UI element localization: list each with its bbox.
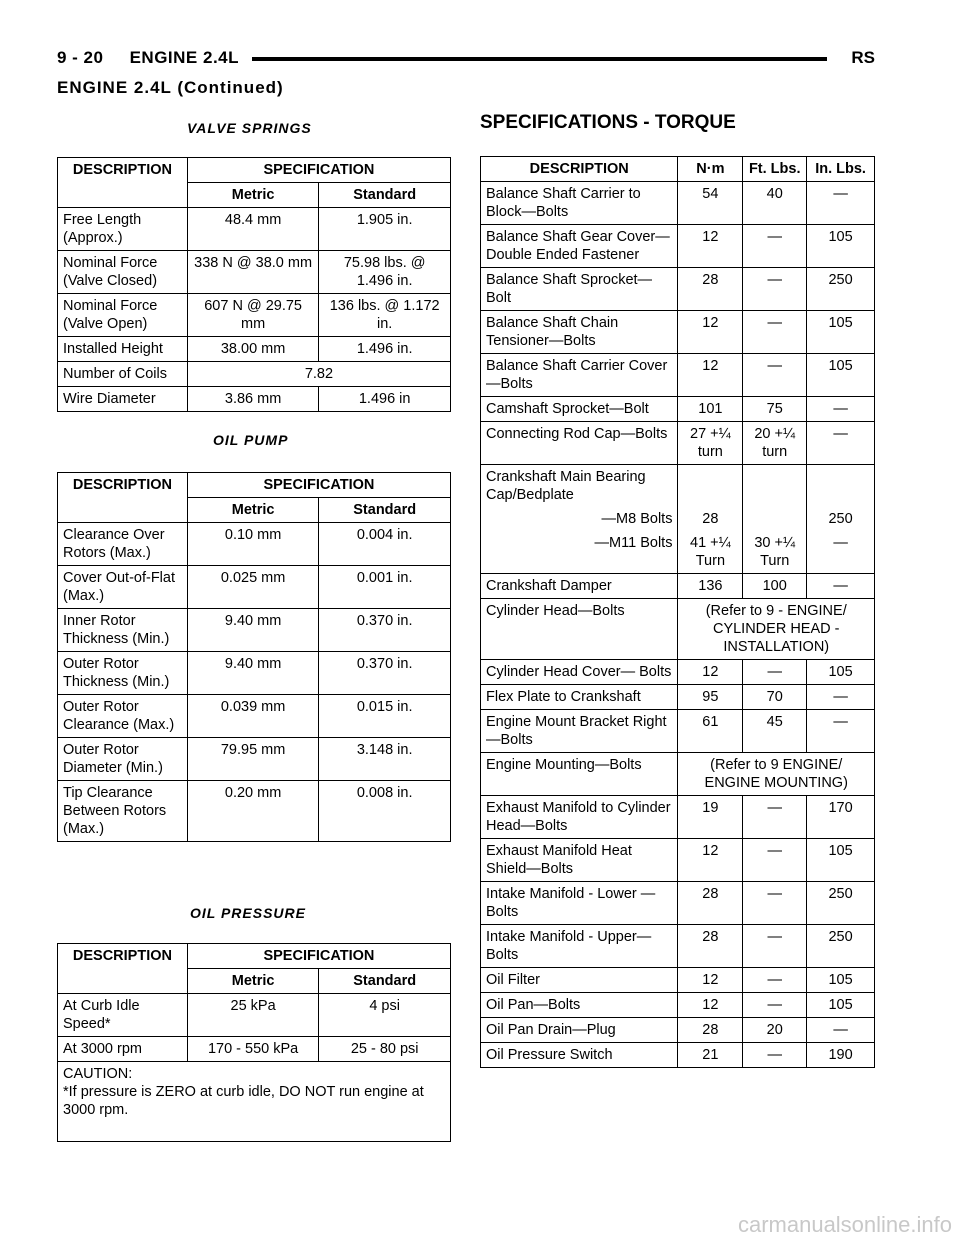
row-ft-lbs: — <box>743 925 807 968</box>
row-in-lbs: 105 <box>807 968 875 993</box>
row-nm: 21 <box>678 1043 743 1068</box>
table-row <box>481 507 875 531</box>
row-in-lbs: 250 <box>807 882 875 925</box>
row-description: Exhaust Manifold Heat Shield—Bolts <box>481 839 678 882</box>
row-nm: 28 <box>678 268 743 311</box>
row-ft-lbs: — <box>743 660 807 685</box>
row-standard: 0.001 in. <box>319 566 451 609</box>
row-in-lbs: 105 <box>807 839 875 882</box>
row-ft-lbs: — <box>743 354 807 397</box>
caution-row <box>58 1062 451 1142</box>
row-description: Nominal Force (Valve Closed) <box>58 251 188 294</box>
table-row <box>481 1043 875 1068</box>
row-nm: 27 +¼ turn <box>678 422 743 465</box>
valve-springs-table <box>57 157 451 412</box>
row-description: Cylinder Head—Bolts <box>481 599 678 660</box>
row-standard: 3.148 in. <box>319 738 451 781</box>
row-ft-lbs: 20 <box>743 1018 807 1043</box>
row-description: Outer Rotor Clearance (Max.) <box>58 695 188 738</box>
table-row <box>481 225 875 268</box>
row-nm <box>678 465 743 508</box>
table-row <box>481 993 875 1018</box>
row-in-lbs: 250 <box>807 268 875 311</box>
row-metric: 9.40 mm <box>187 609 318 652</box>
row-description: Nominal Force (Valve Open) <box>58 294 188 337</box>
row-description: At 3000 rpm <box>58 1037 188 1062</box>
row-nm: 12 <box>678 660 743 685</box>
row-description: Crankshaft Damper <box>481 574 678 599</box>
row-ft-lbs: — <box>743 268 807 311</box>
row-ft-lbs: 45 <box>743 710 807 753</box>
row-ft-lbs: — <box>743 311 807 354</box>
row-description: Balance Shaft Sprocket— Bolt <box>481 268 678 311</box>
row-ft-lbs: — <box>743 993 807 1018</box>
row-description: Oil Pressure Switch <box>481 1043 678 1068</box>
row-description: Engine Mount Bracket Right—Bolts <box>481 710 678 753</box>
table-row <box>58 251 451 294</box>
row-standard: 0.015 in. <box>319 695 451 738</box>
table-row <box>481 397 875 422</box>
row-metric: 170 - 550 kPa <box>187 1037 318 1062</box>
table-row <box>481 796 875 839</box>
row-ft-lbs: — <box>743 882 807 925</box>
table-row <box>481 968 875 993</box>
row-nm: 12 <box>678 968 743 993</box>
row-description: Balance Shaft Carrier Cover—Bolts <box>481 354 678 397</box>
row-nm: 136 <box>678 574 743 599</box>
row-description: Free Length (Approx.) <box>58 208 188 251</box>
table-header-row <box>58 473 451 498</box>
row-description: Clearance Over Rotors (Max.) <box>58 523 188 566</box>
table-header-row <box>58 944 451 969</box>
watermark: carmanualsonline.info <box>737 1212 952 1237</box>
row-nm: 28 <box>678 507 743 531</box>
row-nm: 54 <box>678 182 743 225</box>
row-ft-lbs: 75 <box>743 397 807 422</box>
row-metric: 0.025 mm <box>187 566 318 609</box>
row-in-lbs: 105 <box>807 354 875 397</box>
header-in-lbs: In. Lbs. <box>807 157 875 182</box>
row-metric: 25 kPa <box>187 994 318 1037</box>
row-nm: 12 <box>678 354 743 397</box>
row-reference: (Refer to 9 - ENGINE/ CYLINDER HEAD - INSTALLATION) <box>678 599 875 660</box>
row-description: Intake Manifold - Lower —Bolts <box>481 882 678 925</box>
row-description: Oil Pan—Bolts <box>481 993 678 1018</box>
row-ft-lbs: — <box>743 839 807 882</box>
row-in-lbs: 105 <box>807 993 875 1018</box>
row-ft-lbs: — <box>743 796 807 839</box>
row-nm: 28 <box>678 1018 743 1043</box>
row-description: —M8 Bolts <box>481 507 678 531</box>
row-standard: 1.905 in. <box>319 208 451 251</box>
caution-note: CAUTION: *If pressure is ZERO at curb idle, DO NOT run engine at 3000 rpm. <box>58 1062 451 1142</box>
row-metric: 9.40 mm <box>187 652 318 695</box>
table-row <box>58 695 451 738</box>
row-description: Cylinder Head Cover— Bolts <box>481 660 678 685</box>
oil-pressure-title: OIL PRESSURE <box>190 905 306 921</box>
table-row <box>58 523 451 566</box>
table-row <box>58 362 451 387</box>
table-row <box>481 182 875 225</box>
header-nm: N·m <box>678 157 743 182</box>
row-description: Crankshaft Main Bearing Cap/Bedplate <box>481 465 678 508</box>
row-in-lbs <box>807 465 875 508</box>
table-row <box>481 925 875 968</box>
row-metric: 0.10 mm <box>187 523 318 566</box>
header-standard: Standard <box>319 498 451 523</box>
row-description: Balance Shaft Carrier to Block—Bolts <box>481 182 678 225</box>
header-specification: SPECIFICATION <box>187 944 450 969</box>
torque-title: SPECIFICATIONS - TORQUE <box>480 112 736 133</box>
row-description: Balance Shaft Gear Cover—Double Ended Fastener <box>481 225 678 268</box>
row-ft-lbs <box>743 465 807 508</box>
row-ft-lbs: — <box>743 968 807 993</box>
row-in-lbs: — <box>807 710 875 753</box>
table-row <box>58 1037 451 1062</box>
table-row <box>481 311 875 354</box>
table-row <box>481 839 875 882</box>
row-nm: 95 <box>678 685 743 710</box>
row-description: Intake Manifold - Upper—Bolts <box>481 925 678 968</box>
row-nm: 28 <box>678 882 743 925</box>
header-metric: Metric <box>187 498 318 523</box>
table-row <box>481 1018 875 1043</box>
row-metric: 3.86 mm <box>187 387 318 412</box>
header-description: DESCRIPTION <box>481 157 678 182</box>
row-description: Inner Rotor Thickness (Min.) <box>58 609 188 652</box>
table-row <box>481 710 875 753</box>
row-standard: 75.98 lbs. @ 1.496 in. <box>319 251 451 294</box>
row-description: Exhaust Manifold to Cylinder Head—Bolts <box>481 796 678 839</box>
table-header-row <box>481 157 875 182</box>
row-ft-lbs: 100 <box>743 574 807 599</box>
table-row <box>481 268 875 311</box>
header-page-number: 9 - 20 ENGINE 2.4L <box>57 48 240 67</box>
oil-pressure-table <box>57 943 451 1142</box>
row-ft-lbs: 70 <box>743 685 807 710</box>
row-nm: 41 +¼ Turn <box>678 531 743 574</box>
row-nm: 19 <box>678 796 743 839</box>
row-description: Outer Rotor Diameter (Min.) <box>58 738 188 781</box>
row-metric: 79.95 mm <box>187 738 318 781</box>
row-in-lbs: — <box>807 685 875 710</box>
table-row <box>58 738 451 781</box>
row-metric: 38.00 mm <box>187 337 318 362</box>
row-description: Tip Clearance Between Rotors (Max.) <box>58 781 188 842</box>
row-description: Camshaft Sprocket—Bolt <box>481 397 678 422</box>
page-header <box>57 40 875 76</box>
row-ft-lbs: 40 <box>743 182 807 225</box>
table-header-row <box>58 158 451 183</box>
header-section-code: RS <box>851 48 875 67</box>
row-description: Number of Coils <box>58 362 188 387</box>
header-description: DESCRIPTION <box>58 473 188 523</box>
row-standard: 0.370 in. <box>319 652 451 695</box>
table-row <box>481 685 875 710</box>
row-reference: (Refer to 9 ENGINE/ ENGINE MOUNTING) <box>678 753 875 796</box>
row-ft-lbs: — <box>743 225 807 268</box>
torque-table <box>480 156 875 1068</box>
table-row <box>58 781 451 842</box>
row-description: Cover Out-of-Flat (Max.) <box>58 566 188 609</box>
row-description: Oil Pan Drain—Plug <box>481 1018 678 1043</box>
table-row <box>58 294 451 337</box>
row-value: 7.82 <box>187 362 450 387</box>
row-in-lbs: — <box>807 1018 875 1043</box>
header-specification: SPECIFICATION <box>187 473 450 498</box>
header-ft-lbs: Ft. Lbs. <box>743 157 807 182</box>
page-title: ENGINE 2.4L (Continued) <box>57 78 284 97</box>
header-metric: Metric <box>187 969 318 994</box>
table-row <box>481 354 875 397</box>
row-nm: 12 <box>678 993 743 1018</box>
row-in-lbs: — <box>807 422 875 465</box>
row-description: Connecting Rod Cap—Bolts <box>481 422 678 465</box>
row-in-lbs: — <box>807 531 875 574</box>
table-row <box>58 566 451 609</box>
row-description: Outer Rotor Thickness (Min.) <box>58 652 188 695</box>
table-row <box>481 660 875 685</box>
table-row <box>58 208 451 251</box>
header-rule <box>252 57 827 61</box>
row-description: Balance Shaft Chain Tensioner—Bolts <box>481 311 678 354</box>
row-nm: 61 <box>678 710 743 753</box>
table-row <box>58 609 451 652</box>
row-metric: 338 N @ 38.0 mm <box>187 251 318 294</box>
header-metric: Metric <box>187 183 318 208</box>
row-standard: 136 lbs. @ 1.172 in. <box>319 294 451 337</box>
row-standard: 1.496 in <box>319 387 451 412</box>
table-row <box>58 652 451 695</box>
row-nm: 101 <box>678 397 743 422</box>
row-standard: 0.004 in. <box>319 523 451 566</box>
table-row <box>481 753 875 796</box>
row-ft-lbs <box>743 507 807 531</box>
row-nm: 12 <box>678 839 743 882</box>
row-standard: 1.496 in. <box>319 337 451 362</box>
table-row <box>481 882 875 925</box>
row-description: —M11 Bolts <box>481 531 678 574</box>
row-standard: 0.370 in. <box>319 609 451 652</box>
row-metric: 0.039 mm <box>187 695 318 738</box>
row-description: Installed Height <box>58 337 188 362</box>
row-standard: 4 psi <box>319 994 451 1037</box>
row-description: Flex Plate to Crankshaft <box>481 685 678 710</box>
row-description: At Curb Idle Speed* <box>58 994 188 1037</box>
table-row <box>481 599 875 660</box>
row-in-lbs: — <box>807 182 875 225</box>
row-metric: 48.4 mm <box>187 208 318 251</box>
oil-pump-title: OIL PUMP <box>213 432 289 448</box>
row-ft-lbs: — <box>743 1043 807 1068</box>
table-row <box>481 465 875 508</box>
header-standard: Standard <box>319 969 451 994</box>
table-row <box>58 337 451 362</box>
row-metric: 0.20 mm <box>187 781 318 842</box>
row-in-lbs: 250 <box>807 507 875 531</box>
row-standard: 0.008 in. <box>319 781 451 842</box>
row-in-lbs: 190 <box>807 1043 875 1068</box>
row-description: Wire Diameter <box>58 387 188 412</box>
row-in-lbs: 105 <box>807 660 875 685</box>
table-row <box>58 994 451 1037</box>
row-in-lbs: 170 <box>807 796 875 839</box>
row-in-lbs: — <box>807 397 875 422</box>
row-in-lbs: 105 <box>807 225 875 268</box>
row-in-lbs: — <box>807 574 875 599</box>
header-description: DESCRIPTION <box>58 158 188 208</box>
header-description: DESCRIPTION <box>58 944 188 994</box>
table-row <box>481 422 875 465</box>
row-description: Engine Mounting—Bolts <box>481 753 678 796</box>
table-row <box>58 387 451 412</box>
row-ft-lbs: 30 +¼ Turn <box>743 531 807 574</box>
header-standard: Standard <box>319 183 451 208</box>
row-description: Oil Filter <box>481 968 678 993</box>
table-row <box>481 574 875 599</box>
row-metric: 607 N @ 29.75 mm <box>187 294 318 337</box>
row-nm: 12 <box>678 311 743 354</box>
row-in-lbs: 250 <box>807 925 875 968</box>
row-nm: 12 <box>678 225 743 268</box>
row-nm: 28 <box>678 925 743 968</box>
oil-pump-table <box>57 472 451 842</box>
table-row <box>481 531 875 574</box>
header-specification: SPECIFICATION <box>187 158 450 183</box>
row-standard: 25 - 80 psi <box>319 1037 451 1062</box>
row-ft-lbs: 20 +¼ turn <box>743 422 807 465</box>
row-in-lbs: 105 <box>807 311 875 354</box>
valve-springs-title: VALVE SPRINGS <box>187 120 312 136</box>
